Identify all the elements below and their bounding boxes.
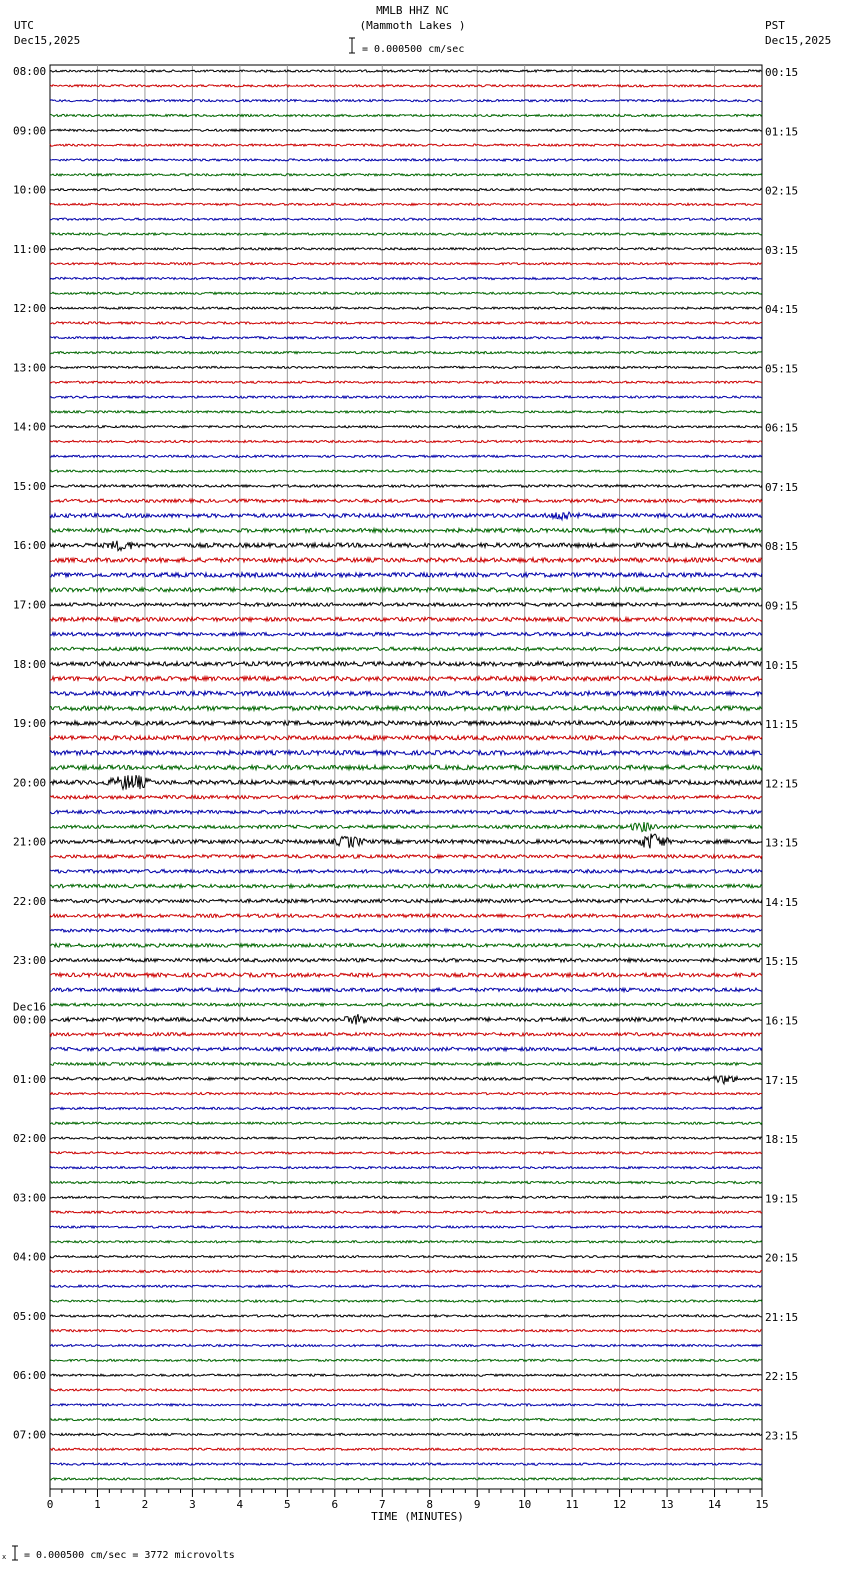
trace-71 xyxy=(50,1122,762,1124)
trace-69 xyxy=(50,1093,762,1095)
pst-label-9: 09:15 xyxy=(765,599,799,613)
trace-23 xyxy=(50,411,762,413)
pst-label-18: 18:15 xyxy=(765,1133,799,1147)
trace-25 xyxy=(50,440,762,442)
trace-76 xyxy=(50,1196,762,1198)
pst-label-19: 19:15 xyxy=(765,1192,799,1206)
pst-label-2: 02:15 xyxy=(765,184,799,198)
trace-11 xyxy=(50,233,762,235)
trace-41 xyxy=(50,676,762,680)
utc-label-15: 23:00 xyxy=(13,954,47,968)
trace-77 xyxy=(50,1211,762,1213)
trace-81 xyxy=(50,1270,762,1272)
trace-13 xyxy=(50,263,762,265)
trace-6 xyxy=(50,159,762,161)
pst-label-10: 10:15 xyxy=(765,658,799,672)
x-axis-label: TIME (MINUTES) xyxy=(371,1510,464,1523)
trace-75 xyxy=(50,1181,762,1183)
trace-24 xyxy=(50,426,762,428)
trace-33 xyxy=(50,558,762,562)
utc-label-6: 14:00 xyxy=(13,420,47,434)
right-date: Dec15,2025 xyxy=(765,34,832,47)
trace-18 xyxy=(50,337,762,339)
trace-84 xyxy=(50,1315,762,1317)
x-tick-label-9: 9 xyxy=(473,1498,481,1511)
pst-label-0: 00:15 xyxy=(765,66,799,79)
utc-label-10: 18:00 xyxy=(13,657,47,671)
left-date: Dec15,2025 xyxy=(14,34,81,47)
trace-89 xyxy=(50,1389,762,1391)
trace-22 xyxy=(50,396,762,398)
utc-label-5: 13:00 xyxy=(13,361,47,375)
trace-78 xyxy=(50,1226,762,1228)
x-tick-label-15: 15 xyxy=(755,1498,769,1511)
trace-95 xyxy=(50,1478,762,1480)
trace-83 xyxy=(50,1300,762,1302)
pst-label-23: 23:15 xyxy=(765,1429,799,1443)
trace-52 xyxy=(50,834,762,849)
x-tick-label-4: 4 xyxy=(236,1498,244,1511)
trace-91 xyxy=(50,1419,762,1421)
trace-39 xyxy=(50,647,762,651)
pst-label-15: 15:15 xyxy=(765,955,799,969)
x-tick-label-2: 2 xyxy=(141,1498,149,1511)
utc-label-20: 04:00 xyxy=(13,1250,47,1264)
trace-28 xyxy=(50,485,762,488)
trace-65 xyxy=(50,1033,762,1036)
x-tick-label-1: 1 xyxy=(94,1498,101,1511)
pst-label-11: 11:15 xyxy=(765,718,799,732)
utc-label-7: 15:00 xyxy=(13,479,47,493)
x-tick-label-0: 0 xyxy=(46,1498,54,1511)
trace-group xyxy=(50,70,762,1480)
trace-58 xyxy=(50,929,762,932)
trace-93 xyxy=(50,1448,762,1450)
trace-43 xyxy=(50,706,762,710)
trace-5 xyxy=(50,144,762,146)
trace-42 xyxy=(50,691,762,695)
pst-label-14: 14:15 xyxy=(765,895,799,909)
trace-29 xyxy=(50,499,762,502)
station-location: (Mammoth Lakes ) xyxy=(359,19,466,32)
trace-45 xyxy=(50,736,762,740)
trace-21 xyxy=(50,381,762,383)
x-tick-label-11: 11 xyxy=(565,1498,579,1511)
utc-label-0: 08:00 xyxy=(13,65,47,78)
trace-47 xyxy=(50,765,762,769)
trace-57 xyxy=(50,914,762,918)
footer-scale-icon xyxy=(2,1546,18,1561)
trace-9 xyxy=(50,203,762,205)
pst-label-22: 22:15 xyxy=(765,1370,799,1384)
trace-20 xyxy=(50,366,762,368)
trace-56 xyxy=(50,899,762,903)
left-timezone: UTC xyxy=(14,19,34,32)
trace-1 xyxy=(50,85,762,87)
trace-94 xyxy=(50,1463,762,1465)
pst-label-13: 13:15 xyxy=(765,836,799,850)
trace-3 xyxy=(50,114,762,116)
scale-label: = 0.000500 cm/sec xyxy=(362,44,465,55)
utc-date-change: Dec16 xyxy=(13,1000,47,1014)
pst-hour-labels xyxy=(765,66,798,1442)
trace-55 xyxy=(50,884,762,888)
footer-scale-label: = 0.000500 cm/sec = 3772 microvolts xyxy=(24,1550,235,1561)
trace-10 xyxy=(50,218,762,220)
trace-70 xyxy=(50,1107,762,1109)
svg-text:x: x xyxy=(2,1553,7,1561)
trace-66 xyxy=(50,1047,762,1051)
trace-82 xyxy=(50,1285,762,1287)
pst-label-21: 21:15 xyxy=(765,1310,799,1324)
pst-label-12: 12:15 xyxy=(765,777,799,791)
trace-40 xyxy=(50,662,762,666)
pst-label-17: 17:15 xyxy=(765,1073,799,1087)
trace-54 xyxy=(50,870,762,874)
utc-label-16: 00:00 xyxy=(13,1013,47,1027)
pst-label-5: 05:15 xyxy=(765,362,799,376)
trace-74 xyxy=(50,1167,762,1169)
trace-4 xyxy=(50,129,762,131)
trace-72 xyxy=(50,1137,762,1139)
trace-0 xyxy=(50,70,762,72)
utc-hour-labels xyxy=(13,65,46,1441)
x-tick-label-6: 6 xyxy=(331,1498,339,1511)
trace-61 xyxy=(50,973,762,977)
trace-51 xyxy=(50,822,762,832)
trace-38 xyxy=(50,632,762,636)
pst-label-3: 03:15 xyxy=(765,243,799,257)
pst-label-16: 16:15 xyxy=(765,1014,799,1028)
scale-bar-icon xyxy=(349,38,355,53)
x-axis xyxy=(47,1489,769,1511)
trace-60 xyxy=(50,958,762,962)
trace-86 xyxy=(50,1344,762,1346)
trace-63 xyxy=(50,1003,762,1006)
pst-label-6: 06:15 xyxy=(765,421,799,435)
trace-14 xyxy=(50,277,762,279)
x-tick-label-13: 13 xyxy=(660,1498,674,1511)
utc-label-2: 10:00 xyxy=(13,183,47,197)
trace-53 xyxy=(50,855,762,859)
trace-64 xyxy=(50,1014,762,1024)
pst-label-4: 04:15 xyxy=(765,303,799,317)
trace-30 xyxy=(50,512,762,520)
trace-85 xyxy=(50,1330,762,1332)
trace-59 xyxy=(50,944,762,948)
trace-26 xyxy=(50,455,762,457)
trace-49 xyxy=(50,795,762,799)
pst-label-20: 20:15 xyxy=(765,1251,799,1265)
utc-label-17: 01:00 xyxy=(13,1072,47,1086)
utc-label-19: 03:00 xyxy=(13,1191,47,1205)
trace-87 xyxy=(50,1359,762,1361)
trace-2 xyxy=(50,100,762,102)
trace-17 xyxy=(50,322,762,324)
trace-15 xyxy=(50,292,762,294)
trace-79 xyxy=(50,1241,762,1243)
trace-67 xyxy=(50,1063,762,1066)
trace-7 xyxy=(50,174,762,176)
trace-68 xyxy=(50,1076,762,1084)
utc-label-18: 02:00 xyxy=(13,1132,47,1146)
trace-80 xyxy=(50,1256,762,1258)
trace-31 xyxy=(50,528,762,532)
trace-8 xyxy=(50,189,762,191)
pst-label-7: 07:15 xyxy=(765,480,799,494)
pst-label-8: 08:15 xyxy=(765,540,799,554)
pst-label-1: 01:15 xyxy=(765,125,799,139)
utc-label-4: 12:00 xyxy=(13,302,47,316)
utc-label-22: 06:00 xyxy=(13,1369,47,1383)
x-tick-label-14: 14 xyxy=(707,1498,722,1511)
trace-37 xyxy=(50,617,762,621)
trace-32 xyxy=(50,541,762,551)
x-tick-label-10: 10 xyxy=(518,1498,532,1511)
x-tick-label-7: 7 xyxy=(378,1498,386,1511)
utc-label-13: 21:00 xyxy=(13,835,47,849)
trace-62 xyxy=(50,988,762,992)
trace-73 xyxy=(50,1152,762,1154)
utc-label-8: 16:00 xyxy=(13,539,47,553)
utc-label-3: 11:00 xyxy=(13,242,47,256)
utc-label-21: 05:00 xyxy=(13,1309,47,1323)
trace-27 xyxy=(50,470,762,472)
trace-92 xyxy=(50,1433,762,1435)
utc-label-14: 22:00 xyxy=(13,894,47,908)
x-tick-label-5: 5 xyxy=(284,1498,291,1511)
x-tick-label-3: 3 xyxy=(189,1498,196,1511)
trace-46 xyxy=(50,751,762,755)
utc-label-23: 07:00 xyxy=(13,1428,47,1442)
right-timezone: PST xyxy=(765,19,785,32)
trace-35 xyxy=(50,588,762,592)
trace-36 xyxy=(50,603,762,607)
trace-44 xyxy=(50,721,762,725)
station-title: MMLB HHZ NC xyxy=(376,4,449,17)
trace-34 xyxy=(50,573,762,577)
trace-90 xyxy=(50,1404,762,1406)
trace-88 xyxy=(50,1374,762,1376)
trace-50 xyxy=(50,810,762,814)
trace-12 xyxy=(50,248,762,250)
x-tick-label-8: 8 xyxy=(426,1498,434,1511)
utc-label-9: 17:00 xyxy=(13,598,47,612)
utc-label-1: 09:00 xyxy=(13,124,47,138)
trace-16 xyxy=(50,307,762,309)
utc-label-11: 19:00 xyxy=(13,717,47,731)
trace-19 xyxy=(50,352,762,354)
trace-48 xyxy=(50,775,762,789)
utc-label-12: 20:00 xyxy=(13,776,47,790)
x-tick-label-12: 12 xyxy=(612,1498,627,1511)
